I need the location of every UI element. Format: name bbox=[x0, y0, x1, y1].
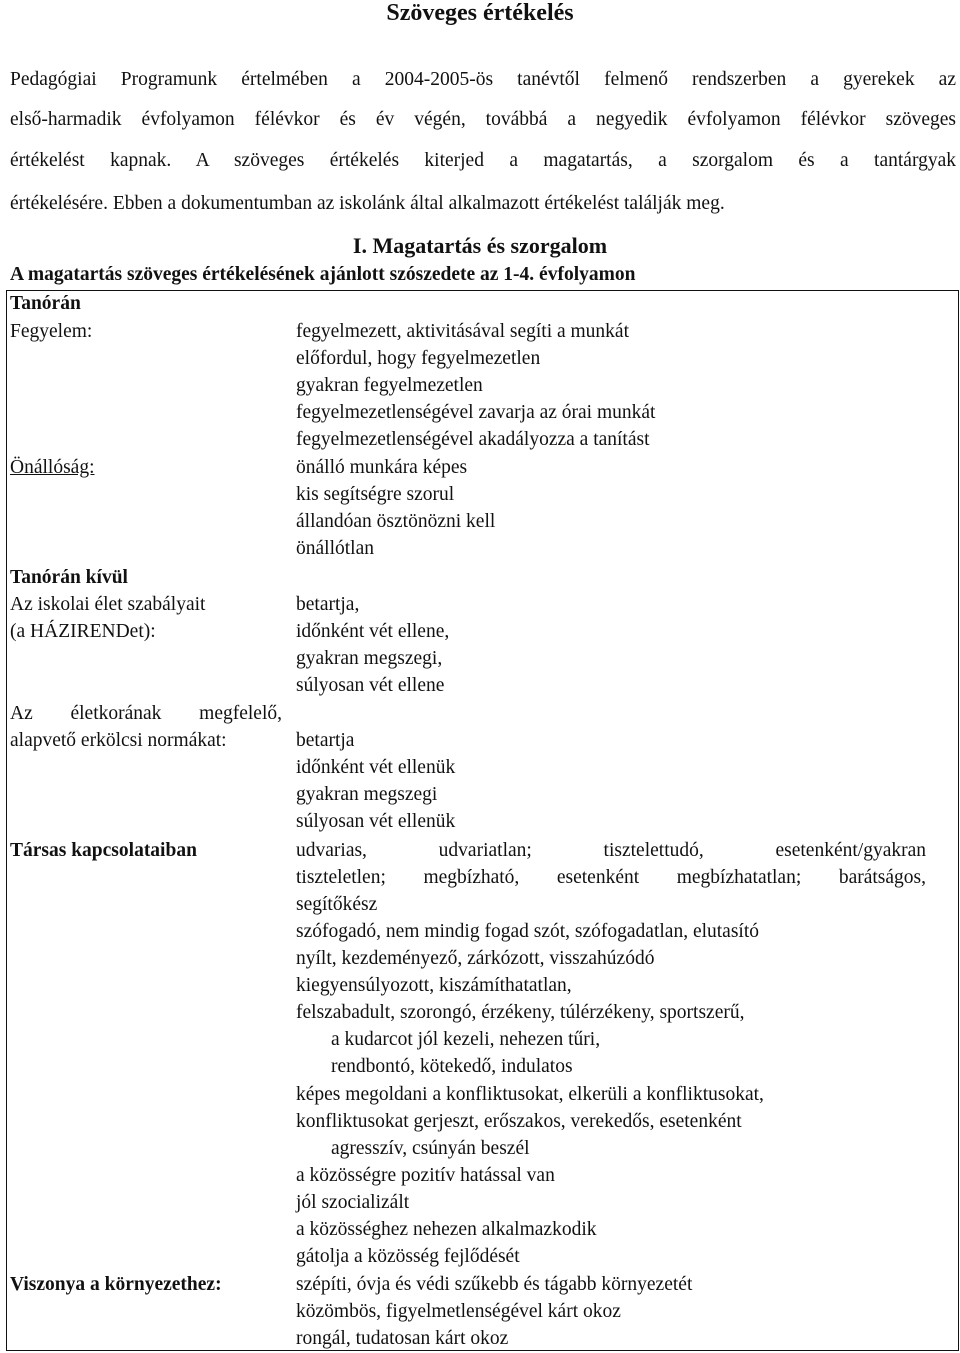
tarsas-item: a kudarcot jól kezeli, nehezen tűri, bbox=[331, 1029, 601, 1050]
normak-label: Az életkorának megfelelő, bbox=[10, 703, 282, 724]
tarsas-item: képes megoldani a konfliktusokat, elkerüli a konfliktusokat, bbox=[296, 1084, 764, 1105]
tarsas-item: segítőkész bbox=[296, 894, 378, 915]
page-title: Szöveges értékelés bbox=[386, 0, 574, 26]
viszony-item: szépíti, óvja és védi szűkebb és tágabb környezetét bbox=[296, 1274, 693, 1295]
normak-item: súlyosan vét ellenük bbox=[296, 811, 456, 832]
normak-item: betartja bbox=[296, 730, 355, 751]
tarsas-item: jól szocializált bbox=[296, 1192, 410, 1213]
tanoran-heading: Tanórán bbox=[10, 293, 81, 314]
normak-item: gyakran megszegi bbox=[296, 784, 438, 805]
tanoran-kivul-heading: Tanórán kívül bbox=[10, 567, 128, 588]
viszony-item: rongál, tudatosan kárt okoz bbox=[296, 1328, 509, 1349]
tarsas-item: konfliktusokat gerjeszt, erőszakos, verekedős, esetenként bbox=[296, 1111, 742, 1132]
subheading: A magatartás szöveges értékelésének ajánlott szószedete az 1-4. évfolyamon bbox=[10, 264, 636, 285]
onallosag-label: Önállóság: bbox=[10, 457, 95, 478]
tarsas-item: rendbontó, kötekedő, indulatos bbox=[331, 1056, 573, 1077]
tarsas-item: felszabadult, szorongó, érzékeny, túlérzékeny, sportszerű, bbox=[296, 1002, 745, 1023]
onallosag-item: állandóan ösztönözni kell bbox=[296, 511, 496, 532]
fegyelem-item: gyakran fegyelmezetlen bbox=[296, 375, 483, 396]
viszony-label: Viszonya a környezethez: bbox=[10, 1274, 222, 1295]
normak-item: időnként vét ellenük bbox=[296, 757, 456, 778]
szabalyok-label: Az iskolai élet szabályait bbox=[10, 594, 206, 615]
onallosag-item: önállótlan bbox=[296, 538, 374, 559]
intro-line: Pedagógiai Programunk értelmében a 2004-2005-ös tanévtől felmenő rendszerben a gyerekek az bbox=[10, 69, 956, 90]
tarsas-item: szófogadó, nem mindig fogad szót, szófogadatlan, elutasító bbox=[296, 921, 760, 942]
szabalyok-label: (a HÁZIRENDet): bbox=[10, 621, 156, 642]
tarsas-item: kiegyensúlyozott, kiszámíthatatlan, bbox=[296, 975, 572, 996]
onallosag-item: önálló munkára képes bbox=[296, 457, 468, 478]
szabalyok-item: súlyosan vét ellene bbox=[296, 675, 445, 696]
normak-label: alapvető erkölcsi normákat: bbox=[10, 730, 227, 751]
intro-line: értékelésére. Ebben a dokumentumban az iskolánk által alkalmazott értékelést találják meg. bbox=[10, 193, 725, 214]
szabalyok-item: gyakran megszegi, bbox=[296, 648, 443, 669]
section-heading: I. Magatartás és szorgalom bbox=[352, 233, 608, 258]
tarsas-item: gátolja a közösség fejlődését bbox=[296, 1246, 520, 1267]
fegyelem-item: fegyelmezetlenségével akadályozza a tanítást bbox=[296, 429, 650, 450]
fegyelem-label: Fegyelem: bbox=[10, 321, 93, 342]
intro-line: értékelést kapnak. A szöveges értékelés kiterjed a magatartás, a szorgalom és a tantárgyak bbox=[10, 150, 956, 171]
tarsas-item: nyílt, kezdeményező, zárkózott, visszahúzódó bbox=[296, 948, 655, 969]
tarsas-item: a közösségre pozitív hatással van bbox=[296, 1165, 555, 1186]
tarsas-item: udvarias, udvariatlan; tisztelettudó, esetenként/gyakran bbox=[296, 840, 926, 861]
tarsas-item: tiszteletlen; megbízható, esetenként megbízhatatlan; barátságos, bbox=[296, 867, 926, 888]
intro-line: első-harmadik évfolyamon félévkor és év végén, továbbá a negyedik évfolyamon félévkor szöveges bbox=[10, 109, 956, 130]
szabalyok-item: betartja, bbox=[296, 594, 360, 615]
viszony-item: közömbös, figyelmetlenségével kárt okoz bbox=[296, 1301, 621, 1322]
fegyelem-item: előfordul, hogy fegyelmezetlen bbox=[296, 348, 541, 369]
szabalyok-item: időnként vét ellene, bbox=[296, 621, 450, 642]
tarsas-label: Társas kapcsolataiban bbox=[10, 840, 197, 861]
tarsas-item: agresszív, csúnyán beszél bbox=[331, 1138, 530, 1159]
fegyelem-item: fegyelmezetlenségével zavarja az órai munkát bbox=[296, 402, 656, 423]
tarsas-item: a közösséghez nehezen alkalmazkodik bbox=[296, 1219, 597, 1240]
onallosag-item: kis segítségre szorul bbox=[296, 484, 455, 505]
fegyelem-item: fegyelmezett, aktivitásával segíti a munkát bbox=[296, 321, 630, 342]
